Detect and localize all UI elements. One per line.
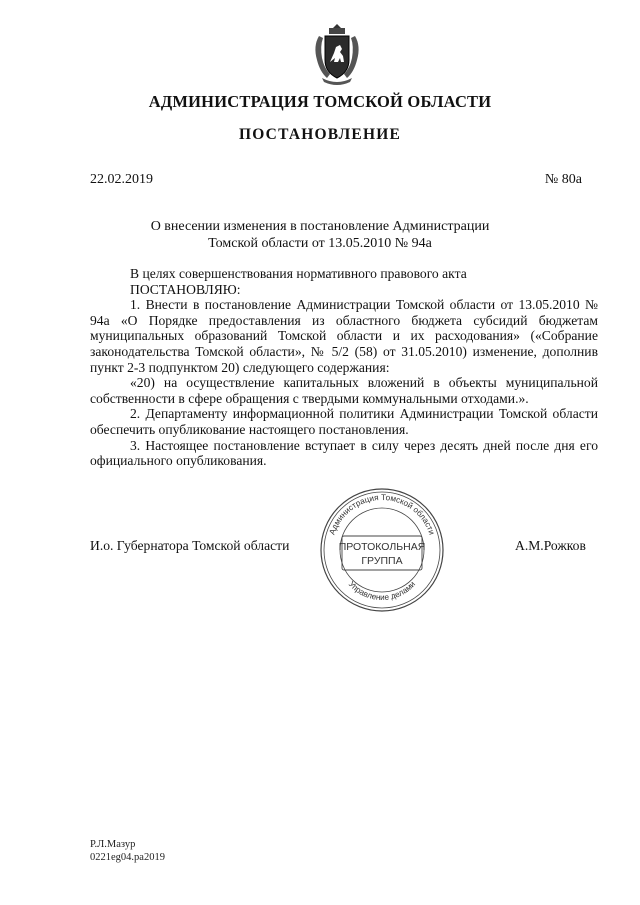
document-number: № 80а — [544, 172, 582, 187]
signer-name: А.М.Рожков — [515, 538, 586, 553]
footer-code: 0221eg04.pa2019 — [90, 852, 165, 863]
document-date: 22.02.2019 — [90, 172, 153, 187]
document-footer — [90, 838, 165, 864]
body-quoted-subitem: «20) на осуществление капитальных вложений в объекты муниципальной собственности в сфере обращения с твердыми коммунальными отходами.». — [90, 375, 598, 406]
subject-line-2: Томской области от 13.05.2010 № 94а — [208, 236, 432, 251]
stamp-ring-top-text: Администрация Томской области — [327, 492, 437, 536]
document-type: ПОСТАНОВЛЕНИЕ — [238, 126, 402, 143]
body-item-1: 1. Внести в постановление Администрации Томской области от 13.05.2010 № 94а «О Порядке предоставления из областного бюджета субсидий бюджетам муниципальных образований Томской области и их расходования» («Собрание законодательства Томской области», № 5/2 (58) от 31.05.2010) изменение, дополнив пункт 2-3 подпунктом 20) следующего содержания: — [90, 297, 598, 375]
official-stamp — [318, 486, 446, 614]
tomsk-coat-of-arms-icon — [310, 22, 364, 88]
stamp-center-line-1: ПРОТОКОЛЬНАЯ — [338, 541, 426, 553]
footer-author: Р.Л.Мазур — [90, 839, 136, 850]
body-item-2: 2. Департаменту информационной политики Администрации Томской области обеспечить опубликование настоящего постановления. — [90, 406, 598, 437]
body-item-3: 3. Настоящее постановление вступает в силу через десять дней после дня его официального опубликования. — [90, 437, 598, 469]
document-body — [90, 266, 598, 469]
signer-position: И.о. Губернатора Томской области — [90, 538, 290, 553]
organization-title: АДМИНИСТРАЦИЯ ТОМСКОЙ ОБЛАСТИ — [148, 92, 492, 111]
document-subject — [0, 218, 640, 252]
subject-line-1: О внесении изменения в постановление Администрации — [150, 219, 490, 234]
body-decree-word: ПОСТАНОВЛЯЮ: — [130, 281, 241, 297]
stamp-ring-bottom-text: Управление делами — [346, 579, 418, 603]
stamp-center-line-2: ГРУППА — [361, 555, 403, 567]
body-preamble: В целях совершенствования нормативного правового акта — [130, 266, 467, 281]
